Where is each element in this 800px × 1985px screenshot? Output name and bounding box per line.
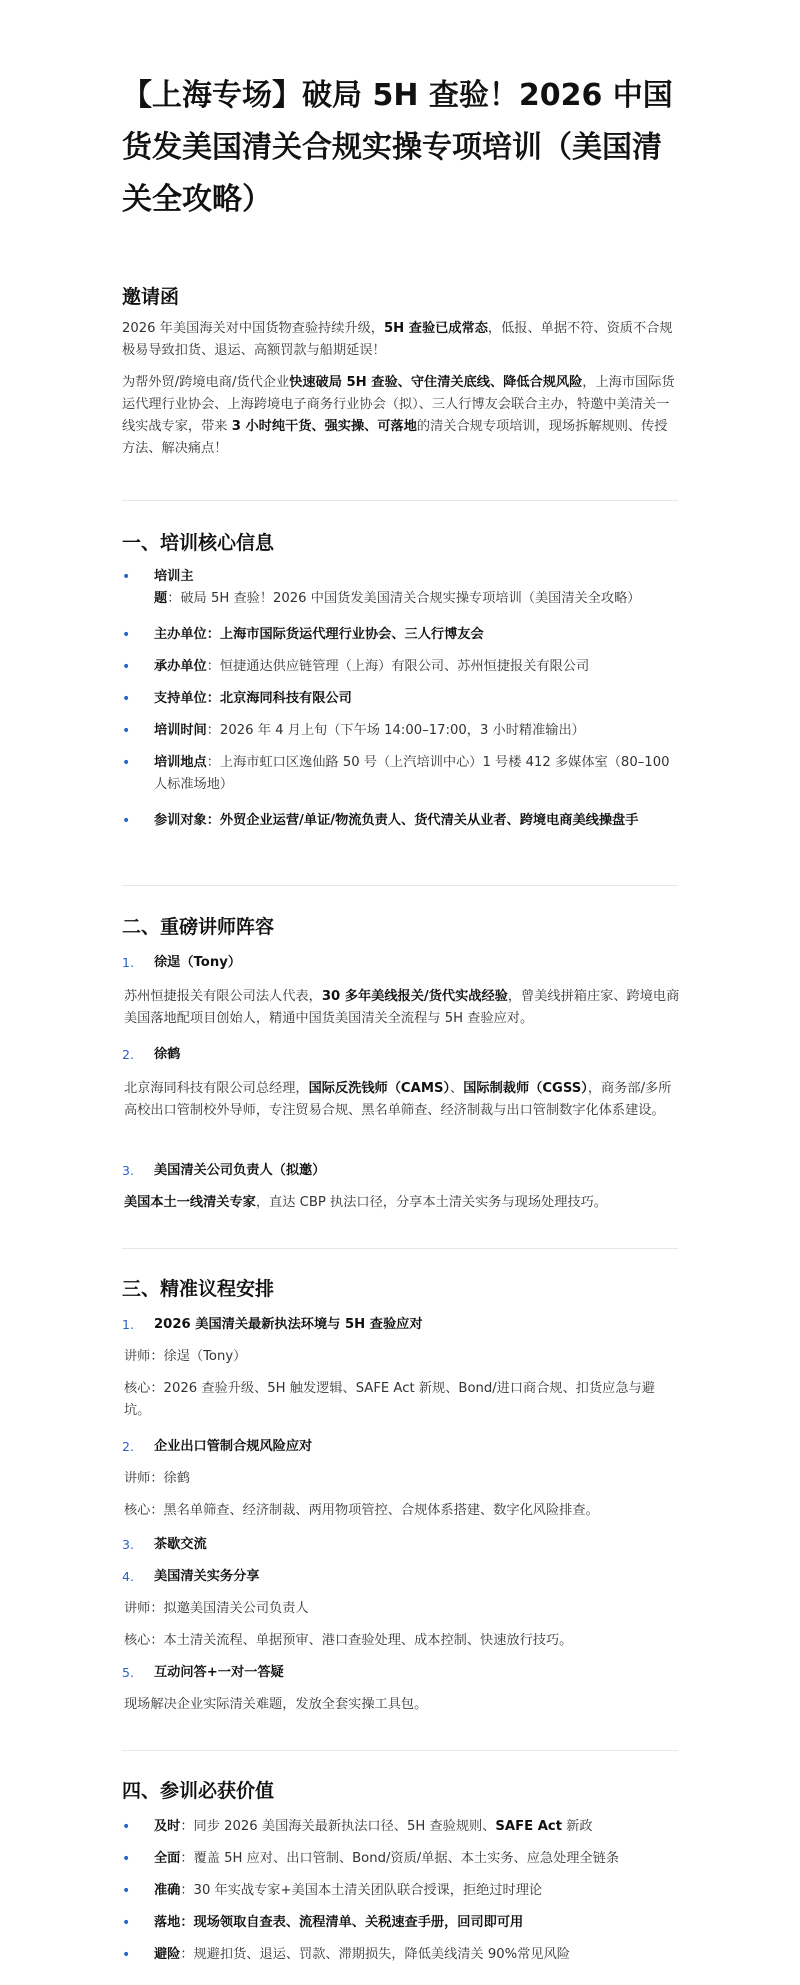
divider: [122, 885, 678, 886]
list-item: [122, 810, 678, 832]
text: ，低报、单据不符、资质不合规极易导致扣货、退运、高额罚款与船期延误！: [122, 321, 673, 358]
item-key: 准确: [154, 1883, 181, 1898]
bullet-icon: •: [122, 1883, 131, 1899]
item-value: ：恒捷通达供应链管理（上海）有限公司、苏州恒捷报关有限公司: [206, 659, 590, 674]
invite-heading: 邀请函: [122, 286, 180, 308]
text: 、: [450, 1081, 464, 1096]
agenda-title-text: 美国清关实务分享: [154, 1569, 260, 1584]
core-heading: 一、培训核心信息: [122, 532, 275, 554]
divider: [122, 1248, 678, 1249]
agenda-item-title: [122, 1662, 678, 1684]
agenda-title-text: 2026 美国清关最新执法环境与 5H 查验应对: [154, 1317, 423, 1332]
item-key: 培训时间: [154, 723, 207, 738]
text: ，曾美线拼箱庄家、跨境电商美国落地配项目创始人，精通中国货美国清关全流程与 5H 查验应对。: [124, 989, 680, 1026]
list-item: [122, 752, 678, 796]
list-item: [122, 688, 678, 710]
bullet-icon: •: [122, 755, 131, 771]
text: 北京海同科技有限公司总经理，: [124, 1081, 309, 1096]
bullet-icon: •: [122, 627, 131, 643]
bullet-icon: •: [122, 1819, 131, 1835]
item-number: 3.: [122, 1163, 134, 1178]
item-number: 4.: [122, 1569, 134, 1584]
item-key: 承办单位: [154, 659, 207, 674]
item-number: 1.: [122, 1317, 134, 1332]
text: 苏州恒捷报关有限公司法人代表，: [124, 989, 322, 1004]
agenda-title-text: 企业出口管制合规风险应对: [154, 1439, 313, 1454]
item-value: ：上海市虹口区逸仙路 50 号（上汽培训中心）1 号楼 412 多媒体室（80–100 人标准场地）: [154, 755, 670, 792]
agenda-item-title: [122, 1566, 678, 1588]
item-value: ：2026 年 4 月上旬（下午场 14:00–17:00，3 小时精准输出）: [206, 723, 585, 738]
speaker-name: [122, 1160, 678, 1182]
item-value: ：30 年实战专家+美国本土清关团队联合授课，拒绝过时理论: [180, 1883, 543, 1898]
agenda-heading: 三、精准议程安排: [122, 1278, 275, 1300]
speaker-name-text: 美国清关公司负责人（拟邀）: [154, 1163, 326, 1178]
list-item: [122, 1912, 678, 1934]
divider: [122, 500, 678, 501]
item-value: ：上海市国际货运代理行业协会、三人行博友会: [206, 627, 484, 642]
bullet-icon: •: [122, 813, 131, 829]
item-number: 5.: [122, 1665, 134, 1680]
item-value: ：北京海同科技有限公司: [206, 691, 352, 706]
list-item: [122, 720, 678, 742]
list-item: [122, 1816, 678, 1838]
item-key: 避险: [154, 1947, 181, 1962]
bullet-icon: •: [122, 691, 131, 707]
item-value: ：同步 2026 美国海关最新执法口径、5H 查验规则、: [180, 1819, 496, 1834]
item-value: ：外贸企业运营/单证/物流负责人、货代清关从业者、跨境电商美线操盘手: [206, 813, 639, 828]
bullet-icon: •: [122, 569, 131, 585]
item-value: 新政: [562, 1819, 593, 1834]
highlight: 5H 查验已成常态: [383, 321, 488, 336]
item-key: 参训对象: [154, 813, 207, 828]
text: 的清关合规专项培训，现场拆解规则、传授方法、解决痛点！: [122, 419, 668, 456]
agenda-title-text: 茶歇交流: [154, 1537, 207, 1552]
list-item: [122, 566, 678, 610]
item-number: 2.: [122, 1439, 134, 1454]
highlight: 30 多年美线报关/货代实战经验: [321, 989, 508, 1004]
page-title: 【上海专场】破局 5H 查验！2026 中国货发美国清关合规实操专项培训（美国清关全攻略）: [122, 78, 673, 217]
item-number: 2.: [122, 1047, 134, 1062]
speaker-name-text: 徐鹤: [154, 1047, 181, 1062]
value-heading: 四、参训必获价值: [122, 1780, 275, 1802]
highlight: 国际反洗钱师（CAMS）: [308, 1081, 451, 1096]
agenda-item-title: [122, 1534, 678, 1556]
text: 2026 年美国海关对中国货物查验持续升级，: [122, 321, 384, 336]
speaker-name: [122, 952, 678, 974]
text: ，直达 CBP 执法口径，分享本土清关实务与现场处理技巧。: [255, 1195, 607, 1210]
highlight: 美国本土一线清关专家: [124, 1195, 256, 1210]
divider: [122, 1750, 678, 1751]
item-key: 全面: [154, 1851, 181, 1866]
invite-paragraph-1: [122, 318, 678, 362]
item-value: ：规避扣货、退运、罚款、滞期损失，降低美线清关 90%常见风险: [180, 1947, 570, 1962]
agenda-item-title: [122, 1436, 678, 1458]
item-key: 培训地点: [154, 755, 207, 770]
bullet-icon: •: [122, 1947, 131, 1963]
item-number: 3.: [122, 1537, 134, 1552]
agenda-lecturer: 讲师：徐逞（Tony）: [124, 1349, 247, 1364]
agenda-core: 核心：黑名单筛查、经济制裁、两用物项管控、合规体系搭建、数字化风险排查。: [124, 1503, 599, 1518]
item-number: 1.: [122, 955, 134, 970]
highlight: 3 小时纯干货、强实操、可落地: [231, 419, 417, 434]
highlight: 快速破局 5H 查验、守住清关底线、降低合规风险: [289, 375, 583, 390]
item-key: 支持单位: [154, 691, 207, 706]
text: 为帮外贸/跨境电商/货代企业: [122, 375, 290, 390]
invite-paragraph-2: [122, 372, 678, 460]
bullet-icon: •: [122, 1851, 131, 1867]
text: ，上海市国际货运代理行业协会、上海跨境电子商务行业协会（拟）、三人行博友会联合主办，特邀中美清关一线实战专家，带来: [122, 375, 675, 434]
item-value: ：现场领取自查表、流程清单、关税速查手册，回司即可用: [180, 1915, 524, 1930]
item-key: 落地: [154, 1915, 181, 1930]
bullet-icon: •: [122, 1915, 131, 1931]
speaker-name: [122, 1044, 678, 1066]
speaker-bio: [124, 986, 680, 1030]
item-value: ：覆盖 5H 应对、出口管制、Bond/资质/单据、本土实务、应急处理全链条: [180, 1851, 620, 1866]
speaker-bio: [124, 1192, 680, 1214]
agenda-title-text: 互动问答+一对一答疑: [154, 1665, 284, 1680]
agenda-note: 现场解决企业实际清关难题，发放全套实操工具包。: [124, 1697, 428, 1712]
speaker-bio: [124, 1078, 680, 1122]
agenda-core: 核心：2026 查验升级、5H 触发逻辑、SAFE Act 新规、Bond/进口商合规、扣货应急与避坑。: [124, 1381, 655, 1418]
item-key: 培训主题: [154, 569, 194, 606]
text: ，商务部/多所高校出口管制校外导师，专注贸易合规、黑名单筛查、经济制裁与出口管制数字化体系建设。: [124, 1081, 672, 1118]
highlight: SAFE Act: [495, 1819, 563, 1834]
list-item: [122, 1880, 678, 1902]
bullet-icon: •: [122, 659, 131, 675]
item-value: ：破局 5H 查验！2026 中国货发美国清关合规实操专项培训（美国清关全攻略）: [167, 591, 641, 606]
list-item: [122, 1848, 678, 1870]
list-item: [122, 1944, 678, 1966]
agenda-item-title: [122, 1314, 678, 1336]
speaker-name-text: 徐逞（Tony）: [154, 955, 242, 970]
list-item: [122, 624, 678, 646]
agenda-core: 核心：本土清关流程、单据预审、港口查验处理、成本控制、快速放行技巧。: [124, 1633, 573, 1648]
agenda-lecturer: 讲师：徐鹤: [124, 1471, 190, 1486]
speakers-heading: 二、重磅讲师阵容: [122, 916, 275, 938]
item-key: 主办单位: [154, 627, 207, 642]
highlight: 国际制裁师（CGSS）: [463, 1081, 588, 1096]
bullet-icon: •: [122, 723, 131, 739]
list-item: [122, 656, 678, 678]
agenda-lecturer: 讲师：拟邀美国清关公司负责人: [124, 1601, 309, 1616]
item-key: 及时: [154, 1819, 181, 1834]
